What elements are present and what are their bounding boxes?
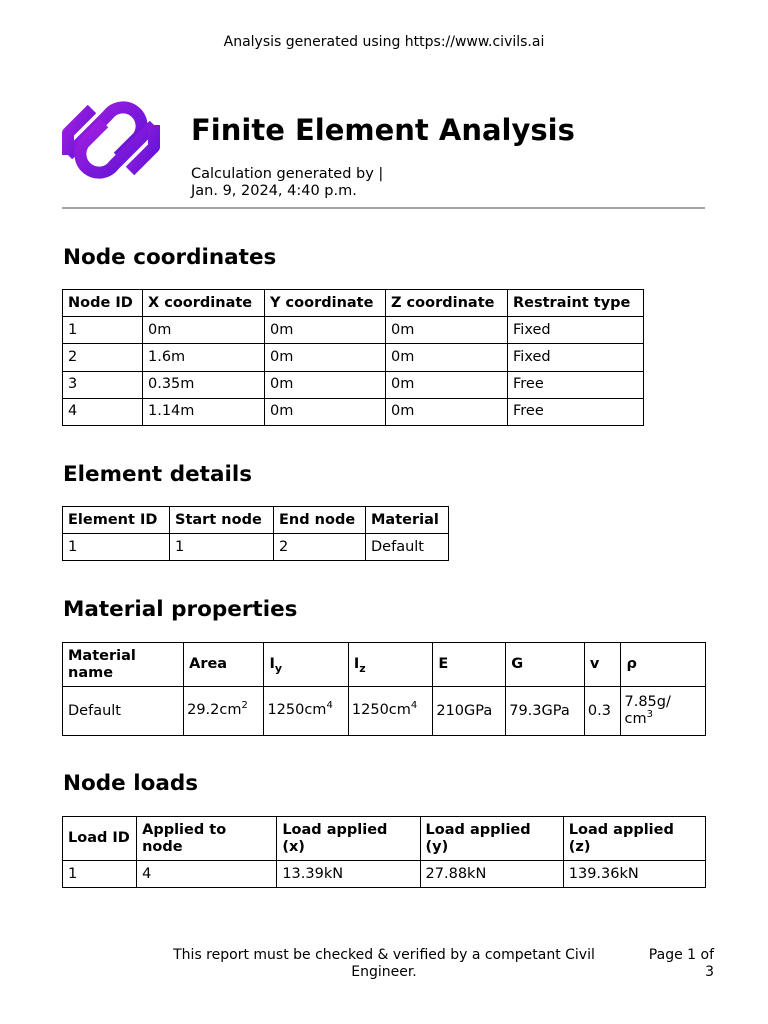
node-loads-table	[62, 816, 706, 888]
table-header-row	[63, 290, 644, 317]
exponent: 3	[646, 708, 653, 720]
table-cell: 0m	[143, 317, 265, 344]
exponent: 4	[410, 700, 418, 711]
exponent: 4	[326, 700, 333, 711]
header-note: Analysis generated using https://www.civils.ai	[223, 34, 545, 50]
table-cell: Free	[508, 371, 644, 398]
table-row	[63, 534, 449, 561]
table-cell: 210GPa	[433, 687, 506, 736]
table-cell: 0m	[265, 344, 386, 371]
element-details-table	[62, 506, 449, 561]
subtitle	[191, 166, 383, 200]
table-row	[63, 687, 706, 736]
table-cell: 1	[170, 534, 274, 561]
element-details-heading: Element details	[63, 462, 252, 487]
table-row	[63, 344, 644, 371]
table-cell	[621, 687, 706, 736]
column-header: Material name	[63, 643, 184, 687]
table-cell: 0m	[265, 398, 386, 425]
value: 1250cm	[351, 702, 411, 718]
page-title: Finite Element Analysis	[191, 113, 575, 147]
table-cell: 4	[137, 861, 277, 888]
table-header-row	[63, 817, 706, 861]
table-cell: Free	[508, 398, 644, 425]
table-cell: 0.3	[584, 687, 621, 736]
table-header-row	[63, 507, 449, 534]
column-header: ρ	[621, 643, 706, 687]
table-cell: 1	[63, 317, 143, 344]
table-header-row	[63, 643, 706, 687]
column-header: Load applied (x)	[277, 817, 420, 861]
node-coordinates-table	[62, 289, 644, 426]
table-cell: 0m	[386, 317, 508, 344]
column-header: X coordinate	[143, 290, 265, 317]
table-cell	[348, 687, 432, 736]
header-divider	[62, 207, 705, 209]
column-header: E	[433, 643, 506, 687]
column-header: Z coordinate	[386, 290, 508, 317]
table-cell: 0m	[386, 398, 508, 425]
column-header: G	[506, 643, 585, 687]
column-header: Node ID	[63, 290, 143, 317]
symbol-subscript: z	[359, 662, 366, 675]
value: 29.2cm	[187, 702, 242, 718]
table-cell: 4	[63, 398, 143, 425]
civils-ai-logo-icon	[62, 93, 160, 186]
column-header: v	[584, 643, 621, 687]
table-row	[63, 317, 644, 344]
node-loads-heading: Node loads	[63, 771, 199, 796]
table-cell: 1	[63, 534, 170, 561]
column-header: Restraint type	[508, 290, 644, 317]
table-cell: 0m	[265, 317, 386, 344]
table-cell: 0.35m	[143, 371, 265, 398]
column-header: Load applied (y)	[420, 817, 563, 861]
table-cell: Default	[366, 534, 449, 561]
symbol-base: I	[353, 656, 360, 672]
material-properties-table	[62, 642, 706, 736]
table-cell: 0m	[386, 344, 508, 371]
column-header: Start node	[170, 507, 274, 534]
column-header: Load applied (z)	[563, 817, 705, 861]
table-cell: 13.39kN	[277, 861, 420, 888]
table-cell: 1.6m	[143, 344, 265, 371]
table-cell: 139.36kN	[563, 861, 705, 888]
table-cell: 2	[63, 344, 143, 371]
material-properties-heading: Material properties	[63, 597, 298, 622]
column-header	[348, 643, 432, 687]
value: 1250cm	[267, 702, 327, 718]
table-cell: Fixed	[508, 344, 644, 371]
column-header: Element ID	[63, 507, 170, 534]
symbol-subscript: y	[274, 662, 283, 675]
table-cell: 2	[274, 534, 366, 561]
footer-disclaimer: This report must be checked & verified by a competant Civil Engineer.	[173, 947, 595, 980]
exponent: 2	[241, 700, 248, 711]
table-cell: 27.88kN	[420, 861, 563, 888]
column-header: Area	[184, 643, 264, 687]
column-header: Material	[366, 507, 449, 534]
value: 7.85g/ cm	[624, 693, 671, 727]
generated-by: Calculation generated by |	[191, 166, 384, 182]
table-cell: 0m	[265, 371, 386, 398]
table-row	[63, 861, 706, 888]
column-header: Applied to node	[137, 817, 277, 861]
table-cell: Default	[63, 687, 184, 736]
node-coordinates-heading: Node coordinates	[63, 245, 277, 270]
table-row	[63, 371, 644, 398]
table-cell: 0m	[386, 371, 508, 398]
column-header: End node	[274, 507, 366, 534]
table-cell: 3	[63, 371, 143, 398]
table-cell	[184, 687, 264, 736]
column-header: Y coordinate	[265, 290, 386, 317]
symbol-base: I	[269, 656, 275, 672]
column-header	[264, 643, 348, 687]
page-number: Page 1 of 3	[648, 947, 714, 980]
column-header: Load ID	[63, 817, 137, 861]
table-cell: 1.14m	[143, 398, 265, 425]
table-cell: 79.3GPa	[506, 687, 585, 736]
table-cell	[264, 687, 348, 736]
generated-date: Jan. 9, 2024, 4:40 p.m.	[191, 183, 357, 199]
table-cell: 1	[63, 861, 137, 888]
table-row	[63, 398, 644, 425]
table-cell: Fixed	[508, 317, 644, 344]
